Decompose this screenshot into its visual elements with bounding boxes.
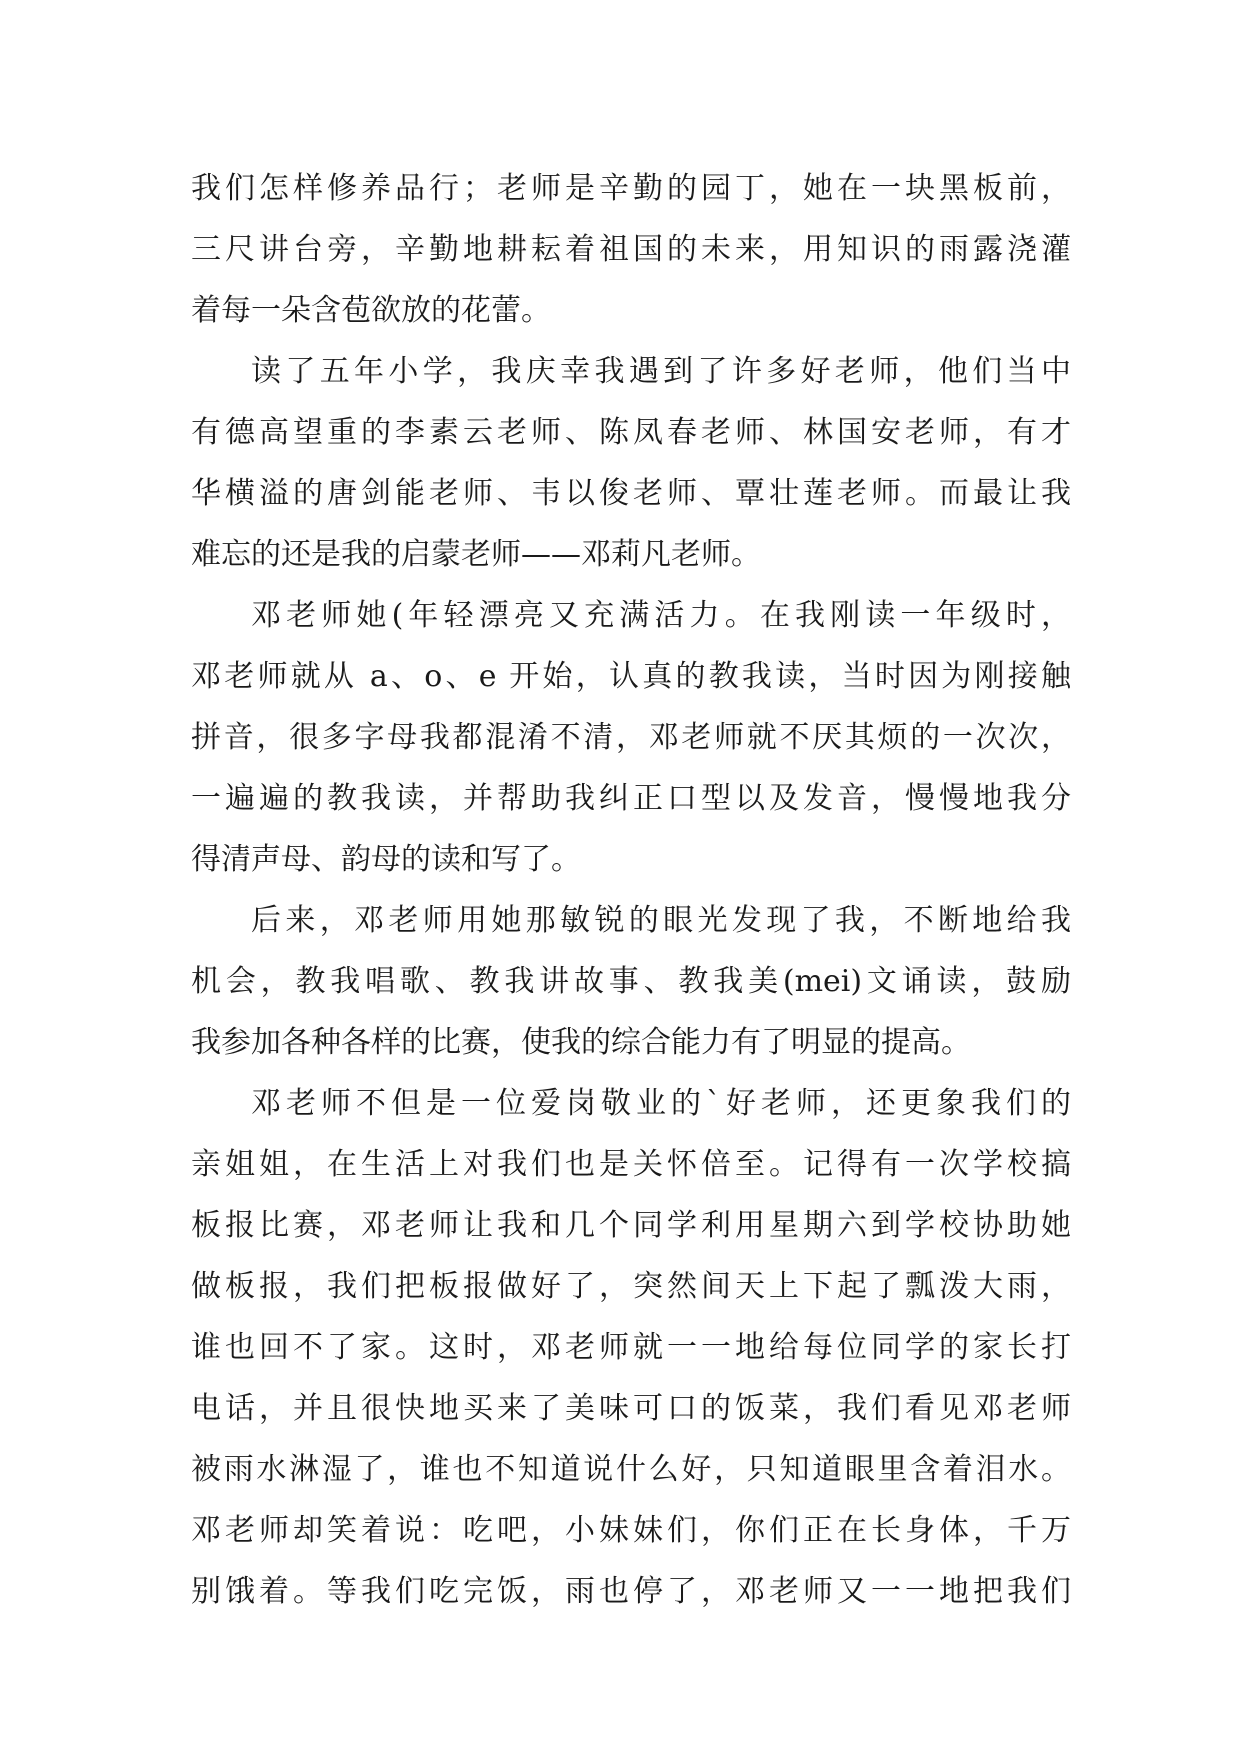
- text-line: 华横溢的唐剑能老师、韦以俊老师、覃壮莲老师。而最让我: [191, 476, 1071, 511]
- text-line: 三尺讲台旁，辛勤地耕耘着祖国的未来，用知识的雨露浇灌: [191, 232, 1071, 267]
- text-line: 难忘的还是我的启蒙老师——邓莉凡老师。: [191, 537, 761, 572]
- text-line: 我们怎样修养品行；老师是辛勤的园丁，她在一块黑板前，: [191, 171, 1071, 206]
- text-line: 有德高望重的李素云老师、陈凤春老师、林国安老师，有才: [191, 415, 1071, 450]
- text-line: 邓老师却笑着说：吃吧，小妹妹们，你们正在长身体，千万: [191, 1513, 1071, 1548]
- text-line: 我参加各种各样的比赛，使我的综合能力有了明显的提高。: [191, 1025, 971, 1060]
- text-line: 一遍遍的教我读，并帮助我纠正口型以及发音，慢慢地我分: [191, 781, 1071, 816]
- text-line: 着每一朵含苞欲放的花蕾。: [191, 293, 551, 328]
- text-line: 别饿着。等我们吃完饭，雨也停了，邓老师又一一地把我们: [191, 1574, 1071, 1609]
- text-line: 后来，邓老师用她那敏锐的眼光发现了我，不断地给我: [251, 903, 1071, 938]
- text-line: 谁也回不了家。这时，邓老师就一一地给每位同学的家长打: [191, 1330, 1071, 1365]
- text-line: 板报比赛，邓老师让我和几个同学利用星期六到学校协助她: [191, 1208, 1071, 1243]
- text-line: 得清声母、韵母的读和写了。: [191, 842, 581, 877]
- text-line: 拼音，很多字母我都混淆不清，邓老师就不厌其烦的一次次，: [191, 720, 1071, 755]
- document-body: [191, 158, 1071, 1622]
- text-line: 做板报，我们把板报做好了，突然间天上下起了瓢泼大雨，: [191, 1269, 1071, 1304]
- text-line: 邓老师就从 a、o、e 开始，认真的教我读，当时因为刚接触: [191, 659, 1071, 694]
- text-line: 电话，并且很快地买来了美味可口的饭菜，我们看见邓老师: [191, 1391, 1071, 1426]
- text-line: 被雨水淋湿了，谁也不知道说什么好，只知道眼里含着泪水。: [191, 1452, 1071, 1487]
- text-line: 亲姐姐，在生活上对我们也是关怀倍至。记得有一次学校搞: [191, 1147, 1071, 1182]
- text-line: 机会，教我唱歌、教我讲故事、教我美(mei)文诵读，鼓励: [191, 964, 1071, 999]
- text-line: 邓老师不但是一位爱岗敬业的`好老师，还更象我们的: [251, 1086, 1071, 1121]
- text-line: 读了五年小学，我庆幸我遇到了许多好老师，他们当中: [251, 354, 1071, 389]
- text-line: 邓老师她(年轻漂亮又充满活力。在我刚读一年级时，: [251, 598, 1071, 633]
